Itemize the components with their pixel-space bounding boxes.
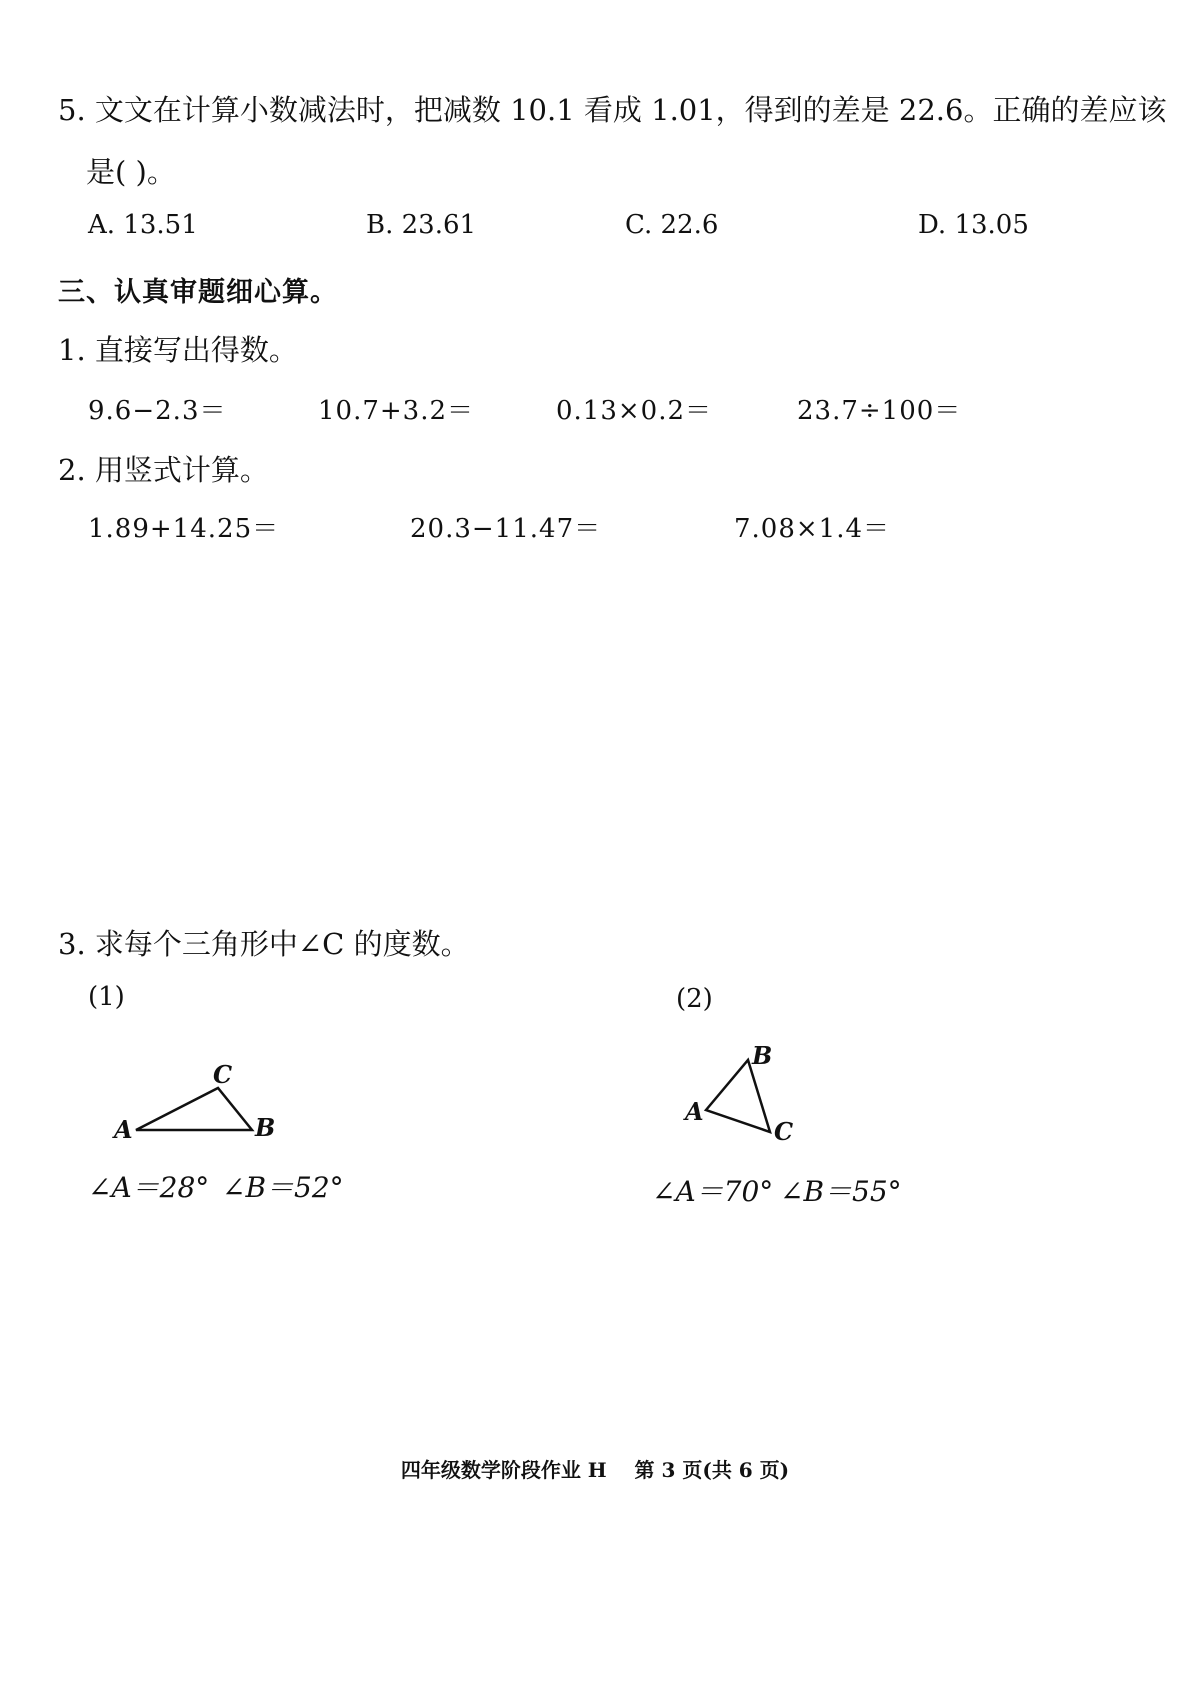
- section-heading: 三、认真审题细心算。: [58, 277, 338, 308]
- triangle-2-angle-a: ∠A＝70°: [652, 1175, 774, 1208]
- q5-option-a: A. 13.51: [88, 210, 198, 240]
- q3-title: 3. 求每个三角形中∠C 的度数。: [58, 927, 470, 961]
- triangle-1-vertex-b: B: [255, 1113, 276, 1142]
- q3-part2-label: (2): [676, 984, 713, 1014]
- triangle-1-vertex-c: C: [213, 1060, 233, 1089]
- q2-expression-3: 7.08×1.4＝: [734, 514, 891, 544]
- triangle-1-angle-b: ∠B＝52°: [222, 1171, 344, 1204]
- q1-expression-1: 9.6−2.3＝: [88, 396, 227, 426]
- triangle-2-vertex-b: B: [752, 1041, 773, 1070]
- q5-option-b: B. 23.61: [366, 210, 477, 240]
- page-footer: 四年级数学阶段作业 H 第 3 页(共 6 页): [400, 1458, 790, 1482]
- q5-option-d: D. 13.05: [918, 210, 1029, 240]
- q5-stem-line1: 5. 文文在计算小数减法时，把减数 10.1 看成 1.01，得到的差是 22.6。正确的差应该: [58, 93, 1167, 127]
- q1-title: 1. 直接写出得数。: [58, 333, 298, 367]
- triangle-2-shape: [706, 1060, 770, 1132]
- q5-option-c: C. 22.6: [625, 210, 719, 240]
- triangle-1-shape: [136, 1088, 252, 1130]
- q5-stem-line2: 是( )。: [86, 155, 176, 189]
- triangle-2-vertex-c: C: [774, 1117, 794, 1146]
- q2-title: 2. 用竖式计算。: [58, 453, 269, 487]
- q1-expression-3: 0.13×0.2＝: [556, 396, 713, 426]
- triangle-2-angle-b: ∠B＝55°: [780, 1175, 902, 1208]
- triangle-1-vertex-a: A: [114, 1115, 133, 1144]
- q1-expression-2: 10.7+3.2＝: [318, 396, 475, 426]
- q3-part1-label: (1): [88, 982, 125, 1012]
- q1-expression-4: 23.7÷100＝: [797, 396, 962, 426]
- q2-expression-1: 1.89+14.25＝: [88, 514, 280, 544]
- triangle-2-figure: [670, 1040, 810, 1160]
- triangle-1-figure: [100, 1050, 300, 1150]
- triangle-2-vertex-a: A: [685, 1097, 704, 1126]
- triangle-1-angle-a: ∠A＝28°: [88, 1171, 210, 1204]
- q2-expression-2: 20.3−11.47＝: [410, 514, 602, 544]
